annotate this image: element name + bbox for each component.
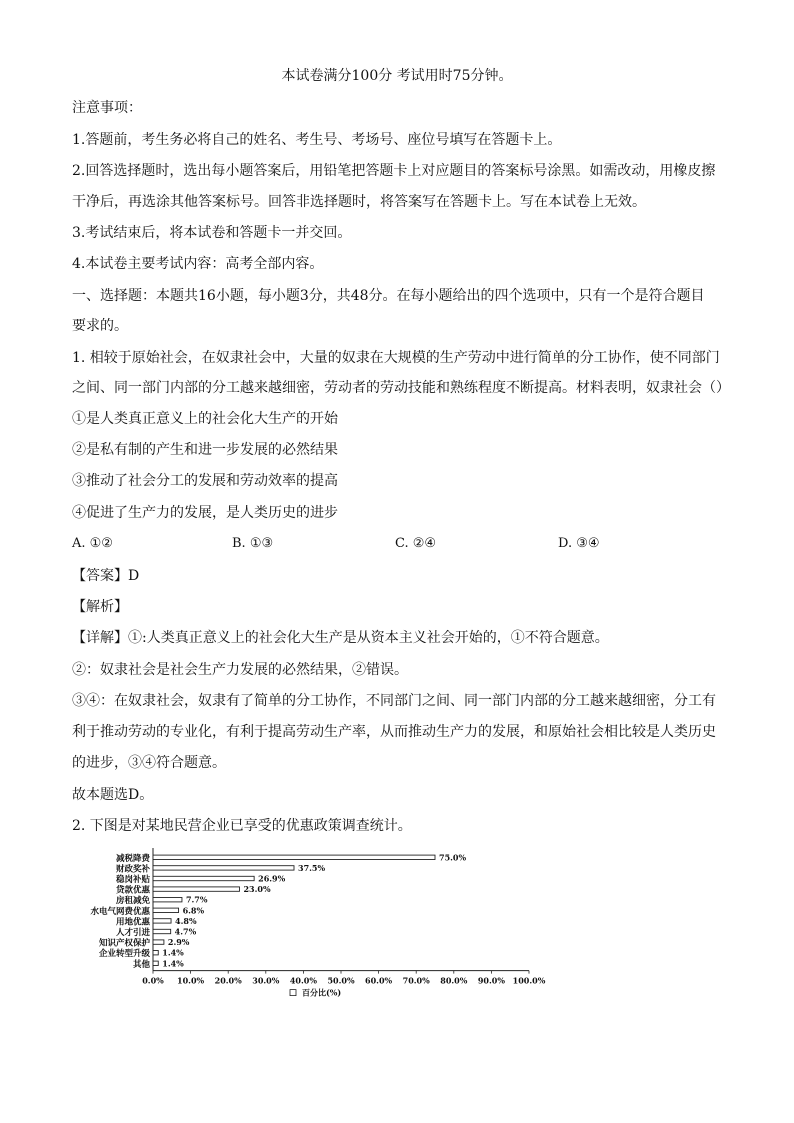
answer-tag: 【答案】 [72,568,128,584]
bar [153,876,254,880]
value-label: 6.8% [182,905,205,916]
statement: ④促进了生产力的发展，是人类历史的进步 [72,505,338,521]
bar [153,919,171,923]
category-label: 贷款优惠 [115,885,150,896]
category-label: 房租减免 [115,896,150,907]
bar [153,929,171,933]
section-heading: 要求的。 [72,318,128,334]
x-tick-label: 20.0% [214,975,242,986]
detail-text: ①:人类真正意义上的社会化大生产是从资本主义社会开始的，①不符合题意。 [128,630,609,646]
category-label: 财政奖补 [115,864,150,875]
x-tick-label: 30.0% [252,975,280,986]
value-label: 4.7% [174,926,197,937]
x-tick-label: 50.0% [327,975,355,986]
category-label: 用地优惠 [115,917,150,928]
conclusion: 故本题选D。 [72,787,154,803]
option-c: C. ②④ [395,536,437,551]
exam-header: 本试卷满分100分 考试用时75分钟。 [281,68,513,84]
note-item: 3.考试结束后，将本试卷和答题卡一并交回。 [72,225,352,241]
bar [153,887,239,891]
answer-value: D [128,568,140,584]
category-label: 稳岗补贴 [115,875,150,885]
value-label: 2.9% [167,937,190,948]
value-label: 75.0% [439,852,467,863]
option-d: D. ③④ [558,536,600,551]
legend-swatch [290,990,296,996]
legend-label: 百分比(%) [302,987,342,998]
note-item: 1.答题前，考生务必将自己的姓名、考生号、考场号、座位号填写在答题卡上。 [72,132,562,148]
value-label: 4.8% [175,915,197,926]
detail-line: ③④：在奴隶社会，奴隶有了简单的分工协作，不同部门之间、同一部门内部的分工越来越细密，分工有 [72,693,716,709]
x-tick-label: 80.0% [440,975,468,986]
category-label: 减税降费 [115,853,150,864]
answer-line [72,566,139,586]
bar [153,940,164,944]
question-stem: 2. 下图是对某地民营企业已享受的优惠政策调查统计。 [72,818,412,834]
analysis-tag: 【解析】 [72,599,128,615]
x-tick-label: 70.0% [402,975,430,986]
question-stem: 1. 相较于原始社会，在奴隶社会中，大量的奴隶在大规模的生产劳动中进行简单的分工协作，使不同部门 [72,350,720,366]
value-label: 7.7% [185,894,208,905]
question-stem: 之间、同一部门内部的分工越来越细密，劳动者的劳动技能和熟练程度不断提高。材料表明，奴隶社会（） [72,380,730,396]
x-tick-label: 10.0% [177,975,205,986]
bar [153,898,182,902]
category-label: 知识产权保护 [98,938,150,949]
bar [153,866,294,870]
category-label: 其他 [132,959,150,970]
value-label: 1.4% [162,947,184,958]
detail-tag: 【详解】 [72,630,128,646]
detail-line: 利于推动劳动的专业化，有利于提高劳动生产率，从而推动生产力的发展，和原始社会相比较是人类历史 [72,724,716,740]
x-tick-label: 90.0% [477,975,505,986]
value-label: 23.0% [243,884,271,895]
note-item: 4.本试卷主要考试内容：高考全部内容。 [72,256,324,272]
x-tick-label: 60.0% [365,975,393,986]
policy-bar-chart [80,842,550,1002]
bar [153,855,435,859]
statement: ①是人类真正意义上的社会化大生产的开始 [72,411,338,427]
detail-line: 的进步，③④符合题意。 [72,755,226,771]
category-label: 水电气网费优惠 [90,906,150,917]
note-item: 干净后，再选涂其他答案标号。回答非选择题时，将答案写在答题卡上。写在本试卷上无效。 [72,194,646,210]
bar [153,908,179,912]
detail-line: ②：奴隶社会是社会生产力发展的必然结果，②错误。 [72,662,408,678]
section-heading: 一、选择题：本题共16小题，每小题3分，共48分。在每小题给出的四个选项中，只有一个是符合题目 [72,288,705,304]
category-label: 企业转型升级 [98,949,150,960]
value-label: 37.5% [298,862,326,873]
bar [153,961,158,965]
x-tick-label: 100.0% [512,975,546,986]
x-tick-label: 40.0% [289,975,317,986]
detail-line [72,628,609,648]
option-a: A. ①② [72,536,113,551]
note-item: 2.回答选择题时，选出每小题答案后，用铅笔把答题卡上对应题目的答案标号涂黑。如需改动，用橡皮擦 [72,163,716,179]
statement: ③推动了社会分工的发展和劳动效率的提高 [72,473,338,489]
value-label: 1.4% [162,958,184,969]
option-b: B. ①③ [232,536,274,551]
notes-title: 注意事项： [72,100,142,116]
x-tick-label: 0.0% [142,975,164,986]
value-label: 26.9% [258,873,286,884]
statement: ②是私有制的产生和进一步发展的必然结果 [72,442,338,458]
category-label: 人才引进 [115,928,150,938]
bar [153,951,158,955]
